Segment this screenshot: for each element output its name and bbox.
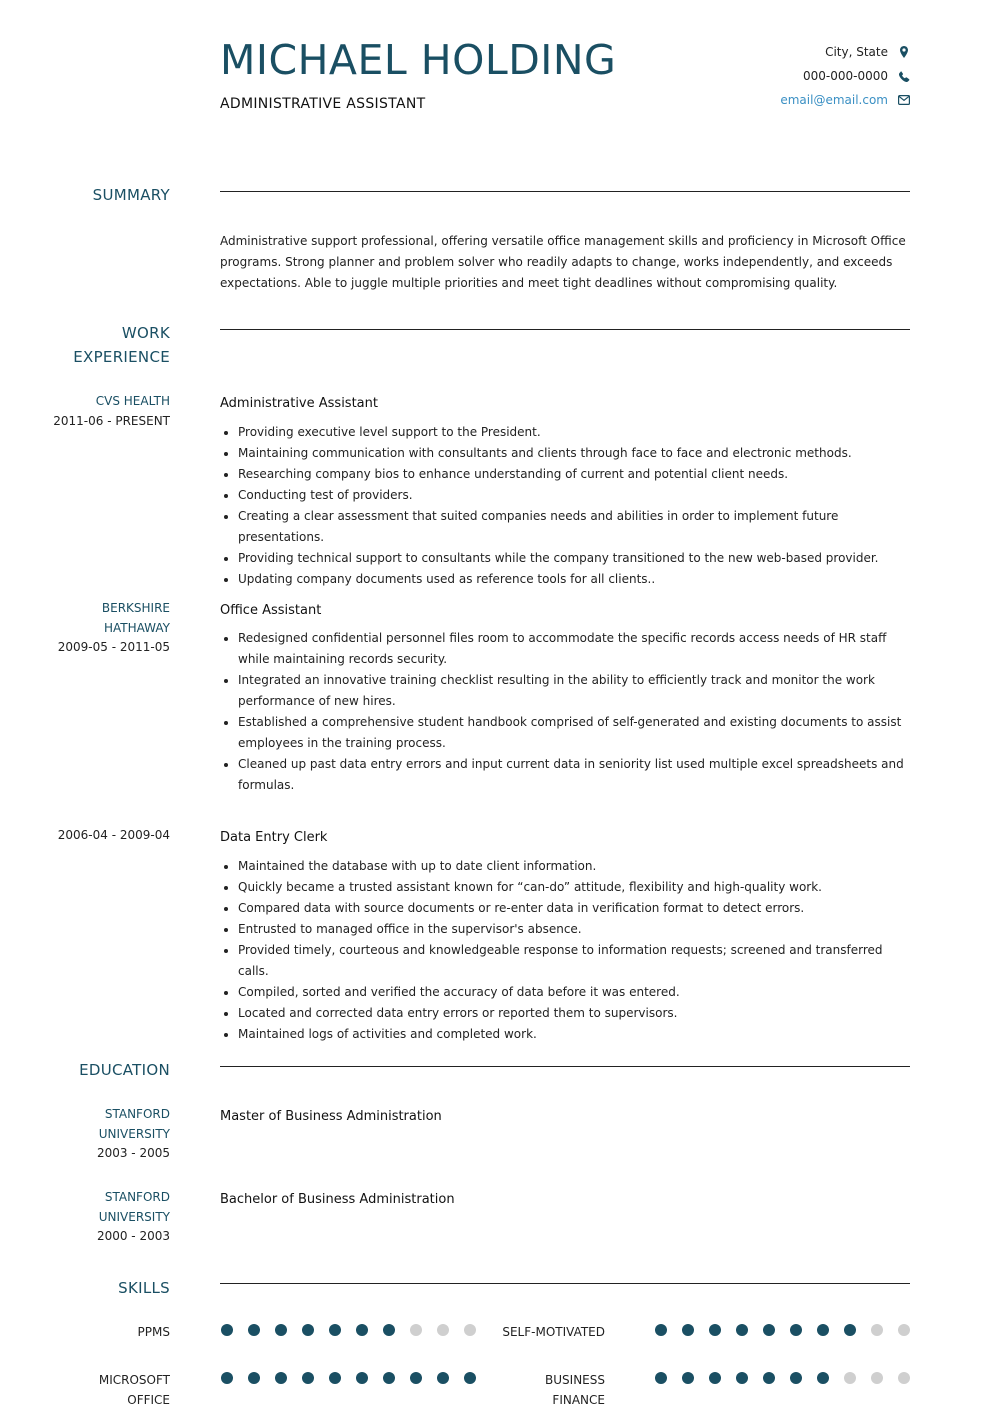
rating-dot-filled — [464, 1372, 476, 1384]
section-title-skills: SKILLS — [118, 1279, 170, 1297]
rating-dot-filled — [221, 1372, 233, 1384]
skill-name: BUSINESS — [545, 1373, 605, 1387]
degree-title: Master of Business Administration — [220, 1109, 442, 1124]
skill-label — [99, 1371, 170, 1410]
rating-dot-filled — [275, 1324, 287, 1336]
list-item: Providing executive level support to the President. — [238, 422, 910, 443]
list-item: Compiled, sorted and verified the accuracy of data before it was entered. — [238, 982, 910, 1003]
skill-rating — [221, 1372, 476, 1384]
rating-dot-empty — [898, 1372, 910, 1384]
rating-dot-filled — [356, 1324, 368, 1336]
rating-dot-filled — [655, 1372, 667, 1384]
list-item: Researching company bios to enhance understanding of current and potential client needs. — [238, 464, 910, 485]
rating-dot-filled — [329, 1372, 341, 1384]
rating-dot-filled — [383, 1324, 395, 1336]
section-title-summary: SUMMARY — [92, 186, 170, 204]
education-meta — [97, 1105, 170, 1164]
rating-dot-filled — [248, 1372, 260, 1384]
rating-dot-filled — [736, 1324, 748, 1336]
list-item: Established a comprehensive student handbook comprised of self-generated and existing documents to assist employees in the training process. — [238, 712, 910, 754]
section-divider — [220, 191, 910, 192]
list-item: Updating company documents used as reference tools for all clients.. — [238, 569, 910, 590]
skill-rating — [221, 1324, 476, 1336]
job-dates: 2009-05 - 2011-05 — [57, 640, 170, 654]
education-meta — [97, 1188, 170, 1247]
skill-name: MICROSOFT — [98, 1373, 170, 1387]
job-title: Office Assistant — [220, 603, 322, 618]
rating-dot-filled — [356, 1372, 368, 1384]
skill-rating — [655, 1324, 910, 1336]
list-item: Provided timely, courteous and knowledgeable response to information requests; screened and transferred calls. — [238, 940, 910, 982]
skill-name: SELF-MOTIVATED — [502, 1325, 605, 1339]
school-name: UNIVERSITY — [98, 1209, 170, 1224]
contact-phone — [650, 67, 910, 85]
skill-name: OFFICE — [127, 1392, 170, 1407]
map-pin-icon — [898, 46, 910, 58]
rating-dot-empty — [844, 1372, 856, 1384]
phone-text: 000-000-0000 — [802, 69, 888, 83]
job-meta — [58, 599, 170, 658]
job-bullets — [238, 628, 910, 796]
section-divider — [220, 1283, 910, 1284]
rating-dot-empty — [898, 1324, 910, 1336]
job-dates: 2006-04 - 2009-04 — [57, 828, 170, 842]
rating-dot-filled — [790, 1324, 802, 1336]
job-bullets — [238, 422, 910, 590]
rating-dot-filled — [302, 1324, 314, 1336]
employer-name: CVS HEALTH — [95, 394, 170, 408]
list-item: Integrated an innovative training checklist resulting in the ability to efficiently track and monitor the work performance of new hires. — [238, 670, 910, 712]
summary-text: Administrative support professional, offering versatile office management skills and proficiency in Microsoft Office programs. Strong planner and problem solver who readily adapts to change, works independently, and exceeds expectations. Able to juggle multiple priorities and meet tight deadlines without compromising quality. — [220, 234, 906, 290]
rating-dot-filled — [763, 1372, 775, 1384]
section-title-line: WORK — [121, 324, 170, 342]
rating-dot-filled — [790, 1372, 802, 1384]
rating-dot-filled — [410, 1372, 422, 1384]
job-dates: 2011-06 - PRESENT — [53, 413, 170, 428]
rating-dot-filled — [383, 1372, 395, 1384]
section-title-education: EDUCATION — [79, 1061, 170, 1079]
candidate-name: MICHAEL HOLDING — [220, 36, 617, 84]
rating-dot-filled — [709, 1324, 721, 1336]
job-meta — [58, 826, 170, 846]
section-title-line: EXPERIENCE — [73, 348, 170, 366]
section-divider — [220, 329, 910, 330]
school-name: STANFORD — [104, 1107, 170, 1121]
list-item: Compared data with source documents or re-enter data in verification format to detect errors. — [238, 898, 910, 919]
school-name: UNIVERSITY — [98, 1126, 170, 1141]
location-text: City, State — [825, 45, 888, 59]
email-link[interactable]: email@email.com — [780, 93, 888, 107]
school-name: STANFORD — [104, 1190, 170, 1204]
job-title: Data Entry Clerk — [220, 830, 328, 845]
skill-label — [545, 1371, 605, 1410]
rating-dot-filled — [221, 1324, 233, 1336]
list-item: Providing technical support to consultants while the company transitioned to the new web-based provider. — [238, 548, 910, 569]
list-item: Redesigned confidential personnel files room to accommodate the specific records access needs of HR staff while maintaining records security. — [238, 628, 910, 670]
rating-dot-empty — [464, 1324, 476, 1336]
rating-dot-filled — [329, 1324, 341, 1336]
rating-dot-filled — [682, 1372, 694, 1384]
employer-name: HATHAWAY — [103, 620, 170, 635]
skill-label — [502, 1323, 605, 1343]
job-bullets — [238, 856, 910, 1045]
rating-dot-filled — [709, 1372, 721, 1384]
rating-dot-filled — [437, 1372, 449, 1384]
contact-location — [650, 43, 910, 61]
list-item: Maintaining communication with consultants and clients through face to face and electronic methods. — [238, 443, 910, 464]
skill-rating — [655, 1372, 910, 1384]
employer-name: BERKSHIRE — [101, 601, 170, 615]
job-title: Administrative Assistant — [220, 396, 378, 411]
envelope-icon — [898, 95, 910, 105]
phone-icon — [898, 71, 910, 82]
section-title-work-experience — [73, 321, 170, 369]
job-meta — [53, 392, 170, 431]
rating-dot-filled — [844, 1324, 856, 1336]
rating-dot-filled — [275, 1372, 287, 1384]
skill-name: FINANCE — [552, 1392, 605, 1407]
rating-dot-empty — [871, 1372, 883, 1384]
list-item: Conducting test of providers. — [238, 485, 910, 506]
rating-dot-filled — [736, 1372, 748, 1384]
list-item: Maintained logs of activities and completed work. — [238, 1024, 910, 1045]
rating-dot-empty — [437, 1324, 449, 1336]
list-item: Creating a clear assessment that suited companies needs and abilities in order to implement future presentations. — [238, 506, 910, 548]
rating-dot-filled — [302, 1372, 314, 1384]
list-item: Located and corrected data entry errors or reported them to supervisors. — [238, 1003, 910, 1024]
education-dates: 2003 - 2005 — [96, 1146, 170, 1160]
degree-title: Bachelor of Business Administration — [220, 1192, 455, 1207]
skill-label — [138, 1323, 170, 1343]
list-item: Quickly became a trusted assistant known for “can-do” attitude, flexibility and high-quality work. — [238, 877, 910, 898]
section-divider — [220, 1066, 910, 1067]
rating-dot-filled — [248, 1324, 260, 1336]
list-item: Cleaned up past data entry errors and input current data in seniority list used multiple excel spreadsheets and formulas. — [238, 754, 910, 796]
rating-dot-empty — [410, 1324, 422, 1336]
contact-email[interactable] — [650, 91, 910, 109]
rating-dot-filled — [817, 1324, 829, 1336]
rating-dot-filled — [817, 1372, 829, 1384]
skill-name: PPMS — [137, 1325, 170, 1339]
list-item: Entrusted to managed office in the supervisor's absence. — [238, 919, 910, 940]
rating-dot-filled — [682, 1324, 694, 1336]
rating-dot-filled — [655, 1324, 667, 1336]
list-item: Maintained the database with up to date client information. — [238, 856, 910, 877]
rating-dot-empty — [871, 1324, 883, 1336]
education-dates: 2000 - 2003 — [96, 1229, 170, 1243]
rating-dot-filled — [763, 1324, 775, 1336]
candidate-title: ADMINISTRATIVE ASSISTANT — [220, 96, 426, 112]
